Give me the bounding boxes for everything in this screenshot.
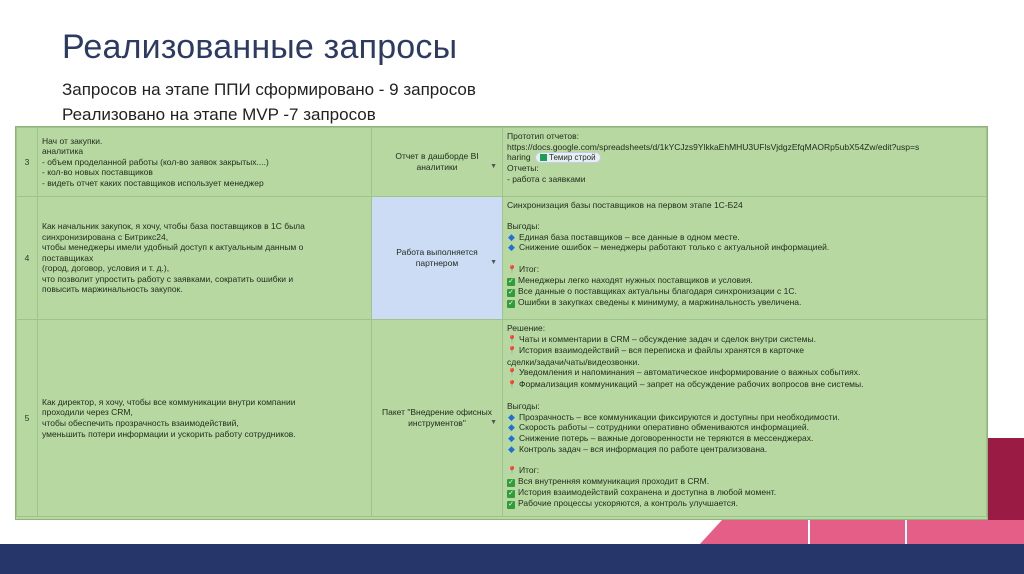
result-label-line: 📍 Итог: — [507, 464, 540, 475]
pushpin-icon: 📍 — [507, 334, 517, 344]
status-cell[interactable] — [372, 320, 503, 517]
list-item: 📍 Уведомления и напоминания – автоматическое информирование о важных событиях. — [507, 367, 861, 378]
blue-diamond-icon: ◆ — [508, 432, 515, 443]
list-item: ◆ Скорость работы – сотрудники оперативно обмениваются информацией. — [508, 422, 809, 433]
notes-cell[interactable] — [503, 128, 987, 197]
blue-diamond-icon: ◆ — [508, 411, 515, 422]
notes-line: Синхронизация базы поставщиков на первом этапе 1С-Б24 — [507, 200, 743, 210]
file-chip[interactable] — [535, 152, 601, 163]
user-story-cell[interactable] — [38, 197, 372, 320]
list-item: ✓ Менеджеры легко находят нужных поставщиков и условия. — [508, 275, 753, 286]
story-line: синхронизирована с Битрикс24, — [42, 231, 169, 242]
table-row — [17, 320, 987, 517]
checkmark-box-icon: ✓ — [508, 278, 514, 286]
story-line: - объем проделанной работы (кол-во заявок закрытых....) — [42, 156, 269, 167]
checkmark-box-icon: ✓ — [508, 289, 514, 297]
blue-diamond-icon: ◆ — [508, 422, 515, 433]
notes-line — [507, 152, 982, 163]
row-number[interactable]: 5 — [17, 320, 38, 517]
accent-divider — [808, 520, 810, 544]
list-item: ✓ Вся внутренняя коммуникация проходит в CRM. — [508, 476, 710, 487]
pushpin-icon: 📍 — [507, 379, 517, 389]
slide-title: Реализованные запросы — [62, 28, 458, 66]
list-item: ✓ Ошибки в закупках сведены к минимуму, а маржинальность увеличена. — [508, 297, 802, 308]
list-item: 📍 Чаты и комментарии в CRM – обсуждение задач и сделок внутри системы. — [507, 333, 816, 344]
story-line: - видеть отчет каких поставщиков использует менеджер — [42, 177, 264, 188]
benefits-label: Выгоды: — [507, 221, 540, 232]
story-line: чтобы обеспечить прозрачность взаимодействий, — [42, 418, 239, 428]
list-item: 📍 Формализация коммуникаций – запрет на обсуждение рабочих вопросов вне системы. — [507, 378, 864, 389]
checkmark-box-icon: ✓ — [508, 300, 514, 308]
checkmark-box-icon: ✓ — [508, 490, 514, 498]
story-line: уменьшить потери информации и ускорить работу сотрудников. — [42, 428, 296, 439]
status-cell[interactable] — [372, 128, 503, 197]
pink-accent-band — [700, 520, 1024, 544]
sheets-icon — [540, 154, 547, 161]
status-label: Работа выполняется партнером — [396, 247, 478, 268]
subtitle-requests-formed: Запросов на этапе ППИ сформировано - 9 запросов — [62, 80, 476, 99]
dropdown-arrow-icon[interactable]: ▼ — [490, 163, 497, 170]
story-line: (город, договор, условия и т. д.), — [42, 263, 170, 274]
pushpin-icon: 📍 — [507, 465, 517, 475]
table-row — [17, 128, 987, 197]
subtitle-requests-implemented: Реализовано на этапе MVP -7 запросов — [62, 105, 376, 124]
row-number[interactable]: 4 — [17, 197, 38, 320]
list-item: ◆ Снижение ошибок – менеджеры работают только с актуальной информацией. — [508, 242, 830, 253]
notes-cell[interactable] — [503, 197, 987, 320]
list-item: ◆ Прозрачность – все коммуникации фиксируются и доступны при необходимости. — [508, 411, 840, 422]
story-line: Нач от закупки. — [42, 135, 103, 146]
story-line: Как директор, я хочу, чтобы все коммуникации внутри компании — [42, 396, 296, 407]
notes-line: Отчеты: — [507, 163, 539, 174]
checkmark-box-icon: ✓ — [508, 501, 514, 509]
list-item: ◆ Снижение потерь – важные договоренности не теряются в мессенджерах. — [508, 432, 814, 443]
pushpin-icon: 📍 — [507, 264, 517, 274]
blue-diamond-icon: ◆ — [508, 242, 515, 253]
notes-line: - работа с заявками — [507, 173, 586, 184]
story-line: чтобы менеджеры имели удобный доступ к актуальным данным о — [42, 242, 304, 253]
dropdown-arrow-icon[interactable]: ▼ — [490, 259, 497, 266]
story-line: проходили через CRM, — [42, 407, 133, 418]
requests-table — [15, 126, 988, 520]
footer-bar — [0, 544, 1024, 574]
accent-divider — [905, 520, 907, 544]
status-label: Отчет в дашборде BI аналитики — [395, 151, 479, 172]
user-story-cell[interactable] — [38, 128, 372, 197]
dropdown-arrow-icon[interactable]: ▼ — [490, 419, 497, 426]
user-story-cell[interactable] — [38, 320, 372, 517]
chip-label: Темир строй — [549, 153, 596, 163]
story-line: что позволит упростить работу с заявками, сократить ошибки и — [42, 273, 294, 284]
result-label-line: 📍 Итог: — [507, 263, 540, 274]
story-line: - кол-во новых поставщиков — [42, 167, 153, 178]
status-label: Пакет "Внедрение офисных инструментов" — [382, 407, 492, 428]
table-row — [17, 197, 987, 320]
blue-diamond-icon: ◆ — [508, 231, 515, 242]
blue-diamond-icon: ◆ — [508, 443, 515, 454]
story-line: поставщиках — [42, 252, 94, 263]
story-line: повысить маржинальность закупок. — [42, 284, 183, 295]
row-number[interactable]: 3 — [17, 128, 38, 197]
link-tail[interactable]: haring — [507, 152, 531, 163]
notes-line: сделки/задачи/чаты/видеозвонки. — [507, 356, 640, 367]
status-cell[interactable] — [372, 197, 503, 320]
pushpin-icon: 📍 — [507, 368, 517, 378]
list-item: ✓ Все данные о поставщиках актуальны благодаря синхронизации с 1С. — [508, 286, 797, 297]
prototype-link[interactable]: https://docs.google.com/spreadsheets/d/1kYCJzs9YlkkaEhMHU3UFlsVjdgzEfqMAORp5ubX54Zw/edit?usp=s — [507, 141, 920, 152]
pushpin-icon: 📍 — [507, 346, 517, 356]
list-item: ◆ Единая база поставщиков – все данные в одном месте. — [508, 231, 740, 242]
checkmark-box-icon: ✓ — [508, 479, 514, 487]
notes-cell[interactable] — [503, 320, 987, 517]
list-item: ◆ Контроль задач – вся информация по работе централизована. — [508, 443, 768, 454]
benefits-label: Выгоды: — [507, 401, 540, 412]
story-line: аналитика — [42, 146, 84, 157]
notes-line: Прототип отчетов: — [507, 131, 580, 141]
list-item: ✓ История взаимодействий сохранена и доступна в любой момент. — [508, 487, 777, 498]
solution-label: Решение: — [507, 323, 546, 333]
story-line: Как начальник закупок, я хочу, чтобы база поставщиков в 1С была — [42, 220, 305, 231]
list-item: ✓ Рабочие процессы ускоряются, а контроль улучшается. — [508, 498, 738, 509]
list-item: 📍 История взаимодействий – вся переписка и файлы хранятся в карточке — [507, 345, 804, 356]
crimson-accent-block — [988, 438, 1024, 520]
